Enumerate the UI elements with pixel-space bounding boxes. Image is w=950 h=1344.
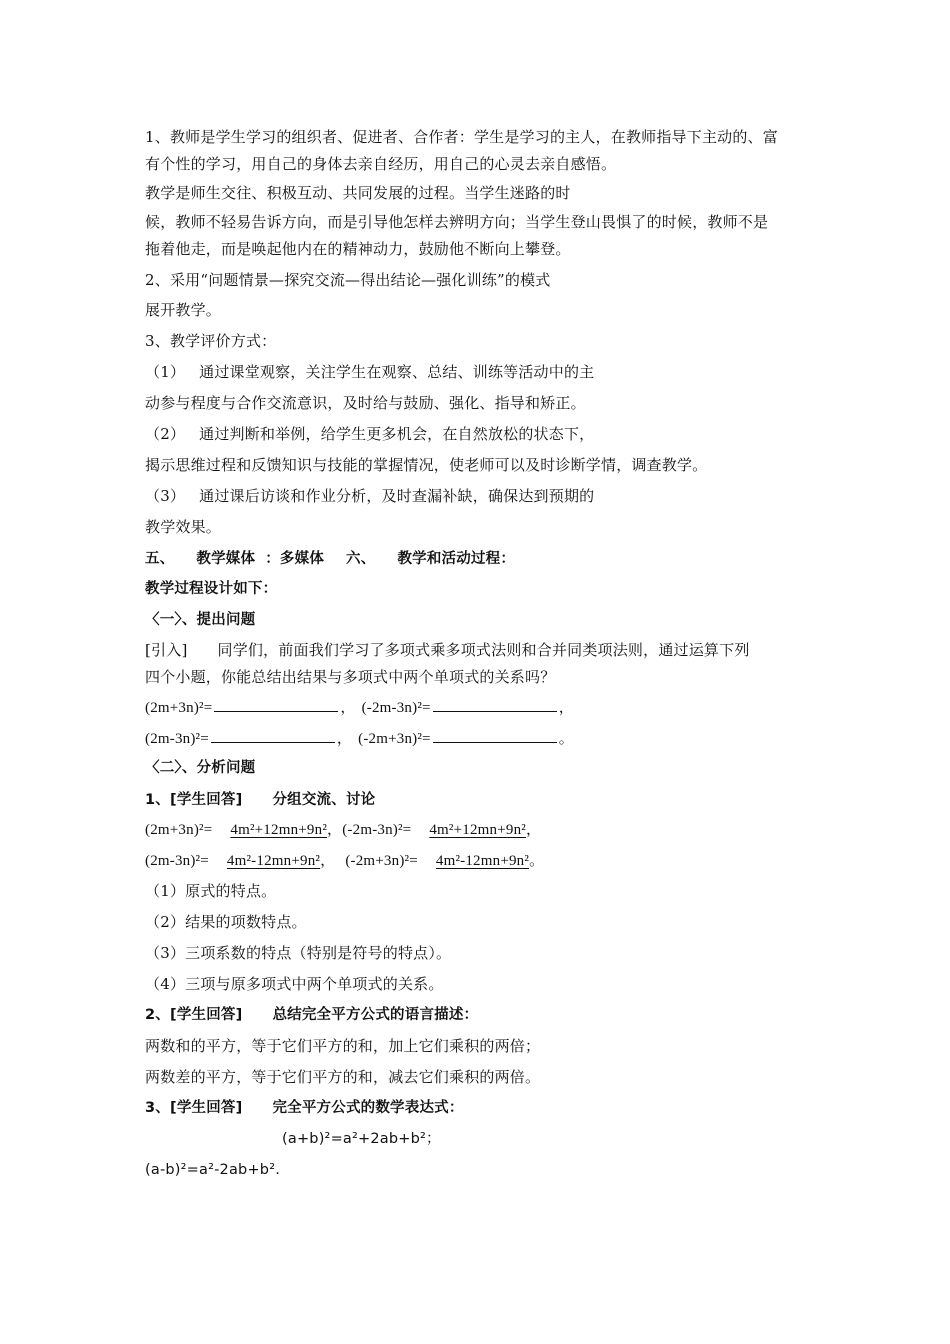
- intro-tag: [引入]: [145, 641, 188, 659]
- section-heading-5-6: [145, 549, 515, 569]
- comma: ，: [327, 822, 343, 838]
- evaluation-2-text: 通过判断和举例，给学生更多机会，在自然放松的状态下，: [199, 425, 595, 443]
- student-answer-3-tag: 3、[学生回答]: [145, 1100, 243, 1116]
- feature-4: （4）三项与原多项式中两个单项式的关系。: [145, 975, 444, 993]
- student-answer-1-title: 分组交流、讨论: [272, 792, 376, 808]
- intro-text: 同学们，前面我们学习了多项式乘多项式法则和合并同类项法则，通过运算下列: [217, 641, 750, 659]
- student-answer-2-tag: 2、[学生回答]: [145, 1007, 243, 1023]
- evaluation-3-text: 通过课后访谈和作业分析，及时查漏补缺，确保达到预期的: [199, 487, 595, 505]
- feature-2: （2）结果的项数特点。: [145, 913, 307, 931]
- answer-1: 4m²+12mn+9n²: [230, 822, 328, 838]
- heading-5-number: 五、: [145, 551, 175, 567]
- evaluation-3-number: （3）: [145, 487, 186, 505]
- feature-1: （1）原式的特点。: [145, 882, 277, 900]
- period: 。: [558, 731, 574, 747]
- question-row-2: [145, 728, 574, 749]
- question-3: (2m-3n)²=: [145, 731, 209, 747]
- question-4: (-2m+3n)²=: [345, 853, 418, 869]
- comma: ，: [336, 731, 353, 747]
- answer-blank-4[interactable]: [433, 728, 557, 743]
- answer-4: 4m²-12mn+9n²: [435, 853, 530, 869]
- question-4: (-2m+3n)²=: [358, 731, 431, 747]
- answer-row-2: [145, 851, 544, 871]
- evaluation-1-line-1: [145, 362, 594, 382]
- comma: ，: [558, 700, 574, 716]
- evaluation-1-line-2: 动参与程度与合作交流意识，及时给与鼓励、强化、指导和矫正。: [145, 394, 586, 412]
- student-answer-3-title: 完全平方公式的数学表达式：: [272, 1100, 464, 1116]
- section-1-heading: 〈一〉、提出问题: [145, 612, 256, 628]
- evaluation-2-number: （2）: [145, 425, 186, 443]
- intro-line-1: [145, 640, 750, 660]
- paragraph-2-line-1: 教学是师生交往、积极互动、共同发展的过程。当学生迷路的时: [145, 184, 571, 202]
- paragraph-2-line-3: 拖着他走，而是唤起他内在的精神动力，鼓励他不断向上攀登。: [145, 240, 571, 258]
- feature-3: （3）三项系数的特点（特别是符号的特点）。: [145, 944, 452, 962]
- comma: ，: [320, 853, 336, 869]
- paragraph-1-line-1: 1、教师是学生学习的组织者、促进者、合作者：学生是学习的主人，在教师指导下主动的、富: [145, 128, 778, 146]
- question-2: (-2m-3n)²=: [342, 822, 412, 838]
- question-3: (2m-3n)²=: [145, 853, 209, 869]
- evaluation-3-line-2: 教学效果。: [145, 518, 222, 536]
- answer-blank-3[interactable]: [211, 728, 335, 743]
- answer-blank-1[interactable]: [214, 697, 338, 712]
- math-formula-1: (a+b)²=a²+2ab+b²；: [282, 1131, 441, 1147]
- verbal-formula-2: 两数差的平方，等于它们平方的和，减去它们乘积的两倍。: [145, 1068, 541, 1086]
- student-answer-1-heading: [145, 790, 375, 810]
- student-answer-2-heading: [145, 1005, 478, 1025]
- comma: ，: [526, 822, 542, 838]
- evaluation-2-line-2: 揭示思维过程和反馈知识与技能的掌握情况，使老师可以及时诊断学情，调查教学。: [145, 456, 708, 474]
- heading-6-number: 六、: [346, 551, 376, 567]
- evaluation-1-number: （1）: [145, 363, 186, 381]
- question-1: (2m+3n)²=: [145, 700, 213, 716]
- answer-row-1: [145, 820, 541, 840]
- period: 。: [529, 853, 545, 869]
- heading-6-title: 教学和活动过程：: [397, 551, 516, 567]
- comma: ，: [340, 700, 356, 716]
- paragraph-3-line-2: 展开教学。: [145, 301, 222, 319]
- question-1: (2m+3n)²=: [145, 822, 213, 838]
- verbal-formula-1: 两数和的平方，等于它们平方的和，加上它们乘积的两倍；: [145, 1037, 541, 1055]
- evaluation-2-line-1: [145, 424, 594, 444]
- answer-blank-2[interactable]: [433, 697, 557, 712]
- heading-5-title: 教学媒体: [196, 551, 256, 567]
- section-2-heading: 〈二〉、分析问题: [145, 760, 256, 776]
- paragraph-2-line-2: 候，教师不轻易告诉方向，而是引导他怎样去辨明方向；当学生登山畏惧了的时候，教师不是: [145, 213, 769, 231]
- question-2: (-2m-3n)²=: [361, 700, 431, 716]
- question-row-1: [145, 697, 574, 718]
- student-answer-1-tag: 1、[学生回答]: [145, 792, 243, 808]
- math-formula-2: (a-b)²=a²-2ab+b².: [145, 1162, 281, 1178]
- evaluation-1-text: 通过课堂观察，关注学生在观察、总结、训练等活动中的主: [199, 363, 595, 381]
- design-heading: 教学过程设计如下：: [145, 581, 278, 597]
- student-answer-2-title: 总结完全平方公式的语言描述：: [272, 1007, 479, 1023]
- answer-2: 4m²+12mn+9n²: [429, 822, 526, 838]
- paragraph-1-line-2: 有个性的学习，用自己的身体去亲自经历，用自己的心灵去亲自感悟。: [145, 155, 617, 173]
- evaluation-3-line-1: [145, 486, 594, 506]
- evaluation-heading: 3、教学评价方式：: [145, 332, 277, 350]
- heading-5-value: ：多媒体: [265, 551, 325, 567]
- paragraph-3-line-1: 2、采用“问题情景—探究交流—得出结论—强化训练”的模式: [145, 271, 551, 289]
- intro-line-2: 四个小题，你能总结出结果与多项式中两个单项式的关系吗？: [145, 668, 556, 686]
- student-answer-3-heading: [145, 1098, 464, 1118]
- answer-3: 4m²-12mn+9n²: [226, 853, 321, 869]
